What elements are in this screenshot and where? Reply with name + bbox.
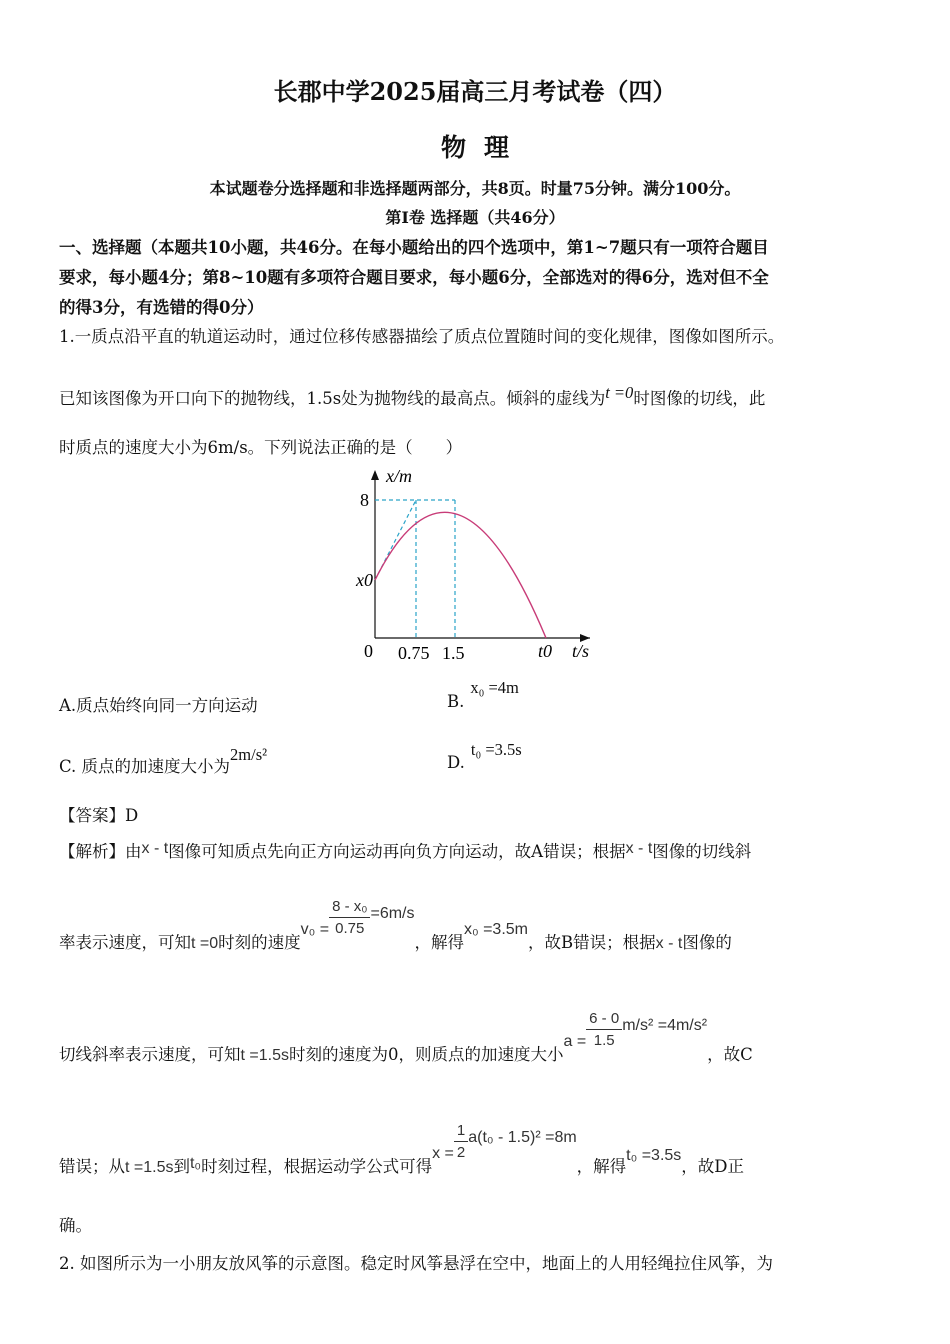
section-intro-line-1: 一、选择题（本题共10小题，共46分。在每小题给出的四个选项中，第1~7题只有一项符合题目 — [59, 238, 769, 257]
section-intro-line-3: 的得3分，有选错的得0分） — [59, 298, 264, 317]
q1-analysis-line-1: 【解析】由x - t图像可知质点先向正方向运动再向负方向运动，故A错误；根据x - t图像的切线斜 — [59, 840, 752, 861]
half-fraction: $\frac{1}{2}$ — [454, 1122, 468, 1161]
origin-label: 0 — [364, 641, 373, 661]
part-heading: 第Ⅰ卷 选择题（共46分） — [385, 208, 565, 227]
subject-title: 物理 — [440, 133, 527, 162]
q2-stem-line-1: 2. 如图所示为一小朋友放风筝的示意图。稳定时风筝悬浮在空中，地面上的人用轻绳拉住风筝，为 — [59, 1254, 773, 1273]
q1-analysis-line-4: 错误；从t =1.5s到t₀时刻过程，根据运动学公式可得x = $\frac{1}{2}$ a(t₀ - 1.5)² =8m，解得t₀ =3.5s，故D正 — [59, 1122, 745, 1176]
x-tick-t0: t0 — [538, 641, 553, 661]
exam-title: 长郡中学2025届高三月考试卷（四） — [273, 77, 677, 106]
parabola-curve — [375, 512, 546, 638]
x-axis-arrow — [371, 470, 379, 480]
q1-analysis-line-5: 确。 — [59, 1216, 92, 1235]
q1-stem-line-3: 时质点的速度大小为6m/s。下列说法正确的是（ ） — [59, 438, 463, 457]
q1-stem-line-2: 已知该图像为开口向下的抛物线，1.5s处为抛物线的最高点。倾斜的虚线为t =0时图像的切线，此 — [59, 383, 766, 408]
q1-analysis-line-3: 切线斜率表示速度，可知t =1.5s时刻的速度为0，则质点的加速度大小a = $\frac{6 - 0}{1.5}$ m/s² =4m/s²，故C — [59, 1010, 753, 1064]
q1-option-b: B.x₀ =4m — [447, 678, 519, 711]
y-axis-label: x/m — [386, 466, 412, 486]
q1-xt-graph — [350, 462, 600, 667]
q1-stem-line-1: 1.一质点沿平直的轨道运动时，通过位移传感器描绘了质点位置随时间的变化规律，图像如图所示。 — [59, 327, 785, 346]
x-axis-label: t/s — [572, 641, 590, 661]
q1-option-a: A.质点始终向同一方向运动 — [59, 696, 258, 715]
section-intro-line-2: 要求，每小题4分；第8~10题有多项符合题目要求，每小题6分，全部选对的得6分，选对但不全 — [59, 268, 769, 287]
x-tick-15: 1.5 — [442, 643, 465, 663]
v0-fraction: $\frac{\text{8 - x₀}}{0.75}$ — [329, 898, 370, 937]
x-tick-075: 0.75 — [398, 643, 430, 663]
exam-info: 本试题卷分选择题和非选择题两部分，共8页。时量75分钟。满分100分。 — [209, 179, 741, 198]
y-tick-x0: x0 — [356, 570, 373, 590]
q1-option-c: C. 质点的加速度大小为2m/s² — [59, 745, 268, 776]
q1-option-d: D.t₀ =3.5s — [447, 740, 522, 772]
q1-answer: 【答案】D — [59, 806, 139, 825]
y-tick-8: 8 — [360, 490, 369, 510]
q1-analysis-line-2: 率表示速度，可知t =0时刻的速度v₀ = $\frac{\text{8 - x₀}}{0.75}$ =6m/s，解得x₀ =3.5m，故B错误；根据x - t图像的 — [59, 898, 732, 952]
accel-fraction: $\frac{6 - 0}{1.5}$ — [586, 1010, 622, 1049]
